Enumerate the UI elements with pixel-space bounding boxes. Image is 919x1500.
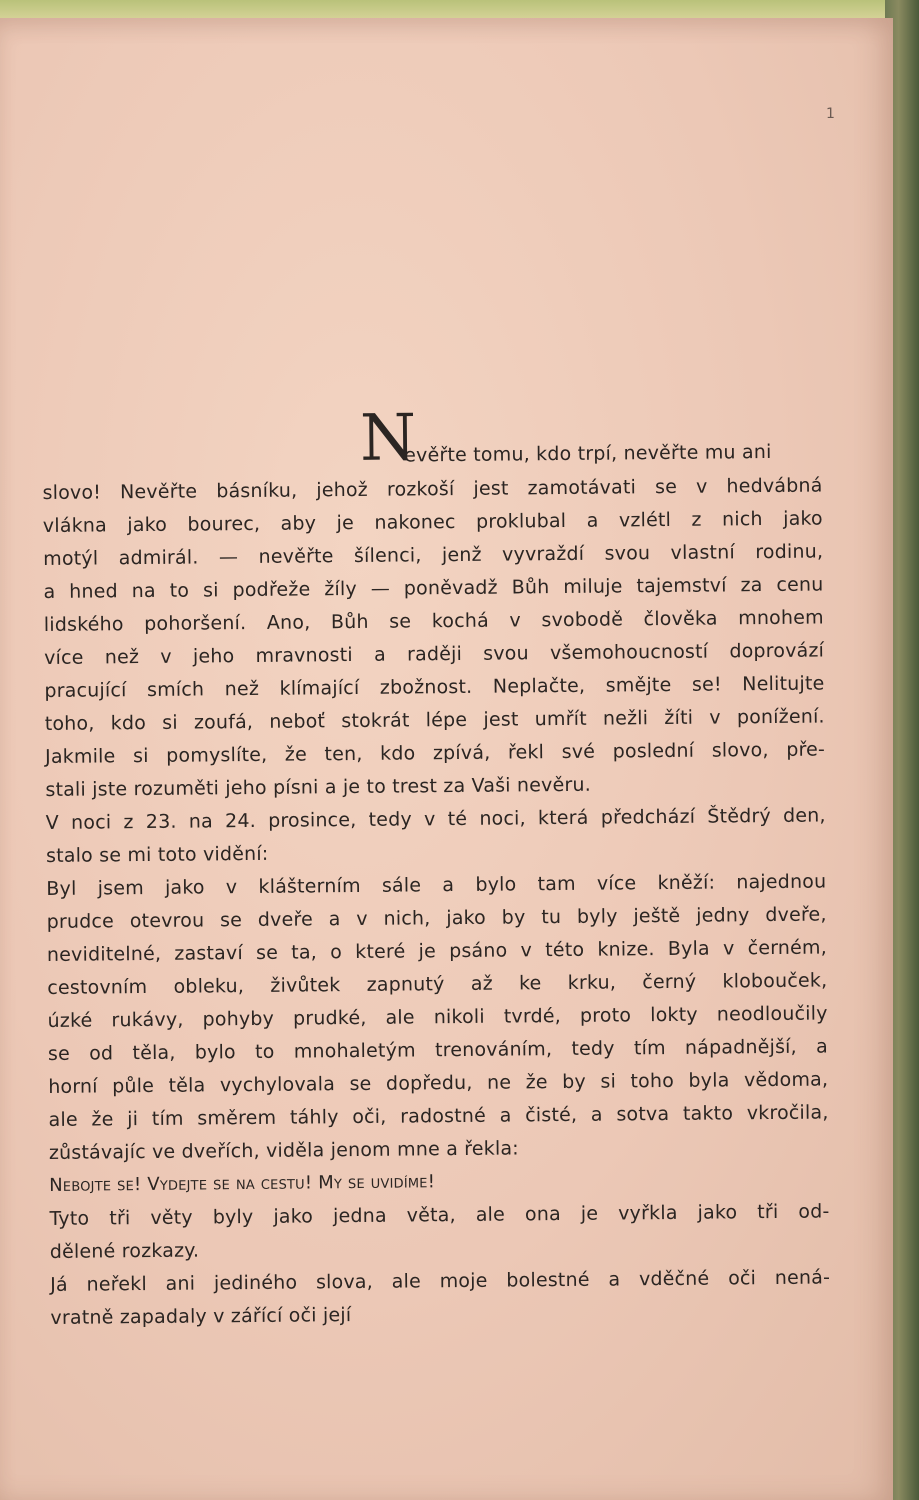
text-line: úzké rukávy, pohyby prudké, ale nikoli tvrdé, proto lokty neodloučily bbox=[47, 1002, 828, 1032]
text-line: horní půle těla vychylovala se dopředu, ne že by si toho byla vědoma, bbox=[48, 1068, 829, 1098]
text-line: pracující smích než klímající zbožnost. Neplačte, smějte se! Nelitujte bbox=[44, 672, 825, 702]
page-mark: 1 bbox=[826, 106, 835, 122]
text-line: Jakmile si pomyslíte, že ten, kdo zpívá, řekl své poslední slovo, pře- bbox=[44, 738, 826, 768]
text-line: více než v jeho mravnosti a raději svou všemohoucností doprovází bbox=[44, 639, 825, 669]
text-line: evěřte tomu, kdo trpí, nevěřte mu ani bbox=[404, 440, 772, 467]
text-line: Tyto tři věty byly jako jedna věta, ale ona je vyřkla jako tři od- bbox=[49, 1200, 830, 1230]
text-line: zůstávajíc ve dveřích, viděla jenom mne a řekla: bbox=[48, 1137, 519, 1164]
text-line: V noci z 23. na 24. prosince, tedy v té noci, která předchází Štědrý den, bbox=[45, 804, 826, 834]
text-line: toho, kdo si zoufá, neboť stokrát lépe jest umřít nežli žíti v ponížení. bbox=[44, 705, 825, 735]
text-line: slovo! Nevěřte básníku, jehož rozkoší jest zamotávati se v hedvábná bbox=[42, 474, 823, 504]
text-line: vratně zapadaly v zářící oči její bbox=[50, 1304, 352, 1329]
text-line: stalo se mi toto vidění: bbox=[45, 842, 269, 867]
drop-cap: N bbox=[359, 401, 417, 476]
page-sheet bbox=[0, 18, 893, 1500]
text-line: Byl jsem jako v klášterním sále a bylo tam více kněží: najednou bbox=[46, 870, 827, 900]
text-line: vlákna jako bourec, aby je nakonec proklubal a vzlétl z nich jako bbox=[42, 507, 823, 537]
text-line: stali jste rozuměti jeho písni a je to trest za Vaši nevěru. bbox=[45, 773, 592, 801]
text-line: neviditelné, zastaví se ta, o které je psáno v této knize. Byla v černém, bbox=[46, 936, 828, 966]
text-line: cestovním obleku, živůtek zapnutý až ke krku, černý klobouček, bbox=[47, 969, 828, 999]
text-line: lidského pohoršení. Ano, Bůh se kochá v svobodě člověka mnohem bbox=[43, 606, 824, 636]
text-line: prudce otevrou se dveře a v nich, jako by tu byly ještě jedny dveře, bbox=[46, 903, 827, 933]
text-line: a hned na to si podřeže žíly — poněvadž Bůh miluje tajemství za cenu bbox=[43, 573, 824, 603]
text-line: se od těla, bylo to mnohaletým trenováním, tedy tím nápadnější, a bbox=[47, 1035, 829, 1065]
text-line: ale že ji tím směrem táhly oči, radostné a čisté, a sotva takto vkročila, bbox=[48, 1101, 829, 1131]
text-line: motýl admirál. — nevěřte šílenci, jenž vyvraždí svou vlastní rodinu, bbox=[43, 540, 824, 570]
text-line: dělené rozkazy. bbox=[49, 1239, 200, 1263]
quoted-command: Nebojte se! Vydejte se na cestu! My se uvidíme! bbox=[49, 1171, 436, 1196]
text-line: Já neřekl ani jediného slova, ale moje bolestné a vděčné oči nená- bbox=[50, 1266, 831, 1296]
